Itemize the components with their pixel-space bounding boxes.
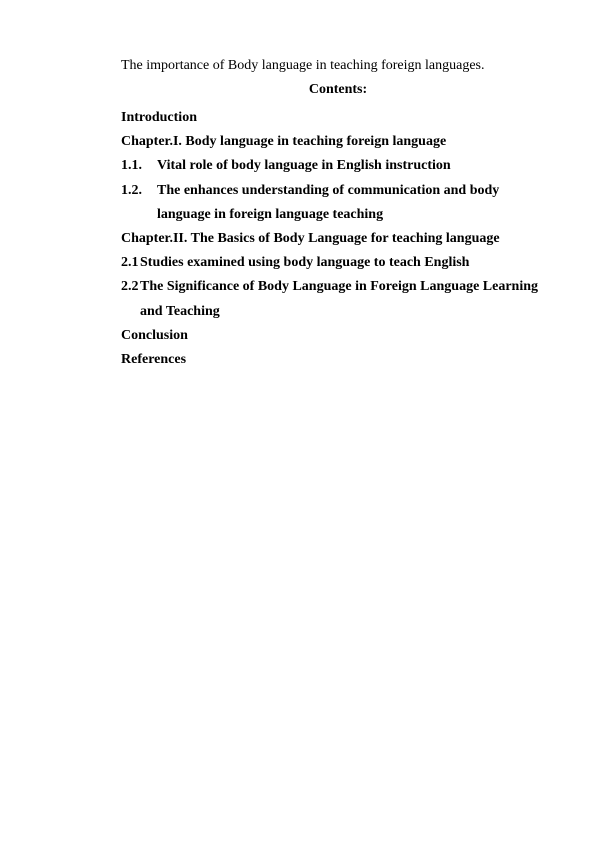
toc-entry-chapter-2: Chapter.II. The Basics of Body Language for teaching language [121,230,500,246]
toc-section-title: Studies examined using body language to teach English [140,255,470,271]
toc-entry-section-1-1 [121,154,561,178]
contents-heading: Contents: [308,82,368,97]
toc-entry-references: References [121,351,187,367]
table-of-contents [121,106,561,372]
toc-section-number: 2.2 [121,279,139,295]
toc-section-number: 2.1 [121,255,139,271]
toc-entry-section-2-2-continued: and Teaching [140,303,220,319]
toc-section-title: The enhances understanding of communication and body [157,182,500,198]
toc-entry-section-1-2 [121,179,561,203]
toc-entry-section-2-1 [121,251,561,275]
toc-entry-chapter-1: Chapter.I. Body language in teaching foreign language [121,134,447,150]
toc-section-number: 1.2. [121,182,142,198]
toc-section-title: Vital role of body language in English instruction [157,158,451,174]
toc-entry-introduction: Introduction [121,110,197,125]
toc-entry-section-2-2 [121,275,561,299]
toc-entry-section-1-2-continued: language in foreign language teaching [157,206,384,222]
toc-entry-conclusion: Conclusion [121,327,188,343]
toc-section-number: 1.1. [121,158,142,174]
toc-section-title: The Significance of Body Language in Foreign Language Learning [140,279,539,295]
document-title: The importance of Body language in teaching foreign languages. [121,58,485,73]
